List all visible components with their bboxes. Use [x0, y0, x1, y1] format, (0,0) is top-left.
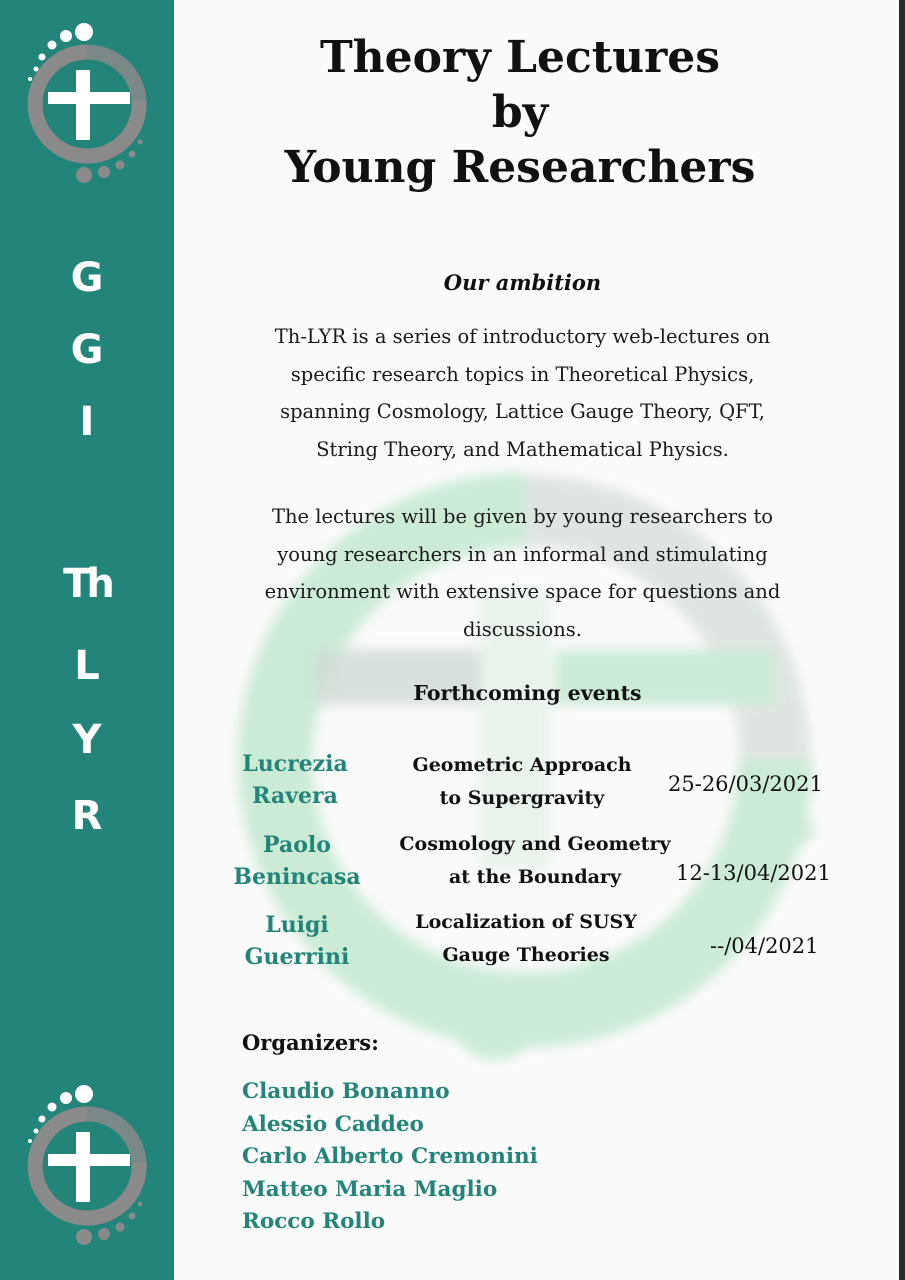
sidebar-letter: G [70, 255, 104, 301]
event-speaker [222, 829, 372, 893]
organizer-name: Matteo Maria Maglio [242, 1176, 498, 1202]
ambition-heading: Our ambition [443, 270, 602, 295]
speaker-first-name: Paolo [263, 832, 331, 858]
ambition-paragraph-2: The lectures will be given by young researchers to young researchers in an informal and stimulating environment with extensive space for questions and discussions. [264, 505, 781, 641]
event-title-line: Gauge Theories [442, 944, 610, 966]
sidebar-letter: Th [63, 561, 111, 607]
organizer-name: Rocco Rollo [242, 1209, 386, 1234]
event-date: --/04/2021 [710, 934, 819, 958]
title-line: Young Researchers [284, 142, 756, 193]
sidebar-letter: I [79, 399, 95, 445]
event-title-line: Localization of SUSY [415, 911, 637, 933]
event-date: 25-26/03/2021 [668, 772, 823, 796]
event-title-line: Geometric Approach [412, 754, 632, 776]
event-title-line: at the Boundary [448, 866, 621, 888]
organizers-heading: Organizers: [242, 1030, 379, 1055]
sidebar-letter: L [74, 643, 100, 689]
speaker-last-name: Ravera [252, 783, 338, 809]
speaker-last-name: Guerrini [244, 944, 350, 970]
sidebar-letter: Y [72, 717, 102, 763]
ggi-logo-icon [22, 20, 152, 190]
event-title-line: to Supergravity [439, 787, 605, 809]
organizer-name: Alessio Caddeo [242, 1111, 424, 1137]
event-speaker [222, 909, 372, 973]
title-line: by [491, 87, 549, 138]
right-edge-strip [899, 0, 905, 1280]
organizer-name: Carlo Alberto Cremonini [242, 1144, 538, 1169]
sidebar [0, 0, 174, 1280]
ggi-logo-icon [22, 1082, 152, 1252]
event-speaker [220, 748, 370, 812]
speaker-first-name: Lucrezia [242, 751, 348, 777]
page-title [240, 30, 800, 195]
events-heading: Forthcoming events [413, 681, 642, 705]
title-line: Theory Lectures [319, 32, 721, 83]
event-date: 12-13/04/2021 [676, 861, 831, 885]
event-title [375, 828, 695, 894]
sidebar-letter: R [71, 793, 103, 839]
ambition-paragraph-1: Th-LYR is a series of introductory web-lectures on specific research topics in Theoretical Physics, spanning Cosmology, Lattice Gauge Theory, QFT, String Theory, and Mathematical Physics. [274, 325, 771, 461]
event-title [366, 906, 686, 972]
organizer-name: Claudio Bonanno [242, 1079, 450, 1104]
event-title [362, 749, 682, 815]
sidebar-letter: G [70, 327, 104, 373]
organizers-list [242, 1076, 538, 1239]
speaker-last-name: Benincasa [233, 864, 361, 890]
event-title-line: Cosmology and Geometry [399, 833, 671, 855]
speaker-first-name: Luigi [265, 912, 329, 938]
